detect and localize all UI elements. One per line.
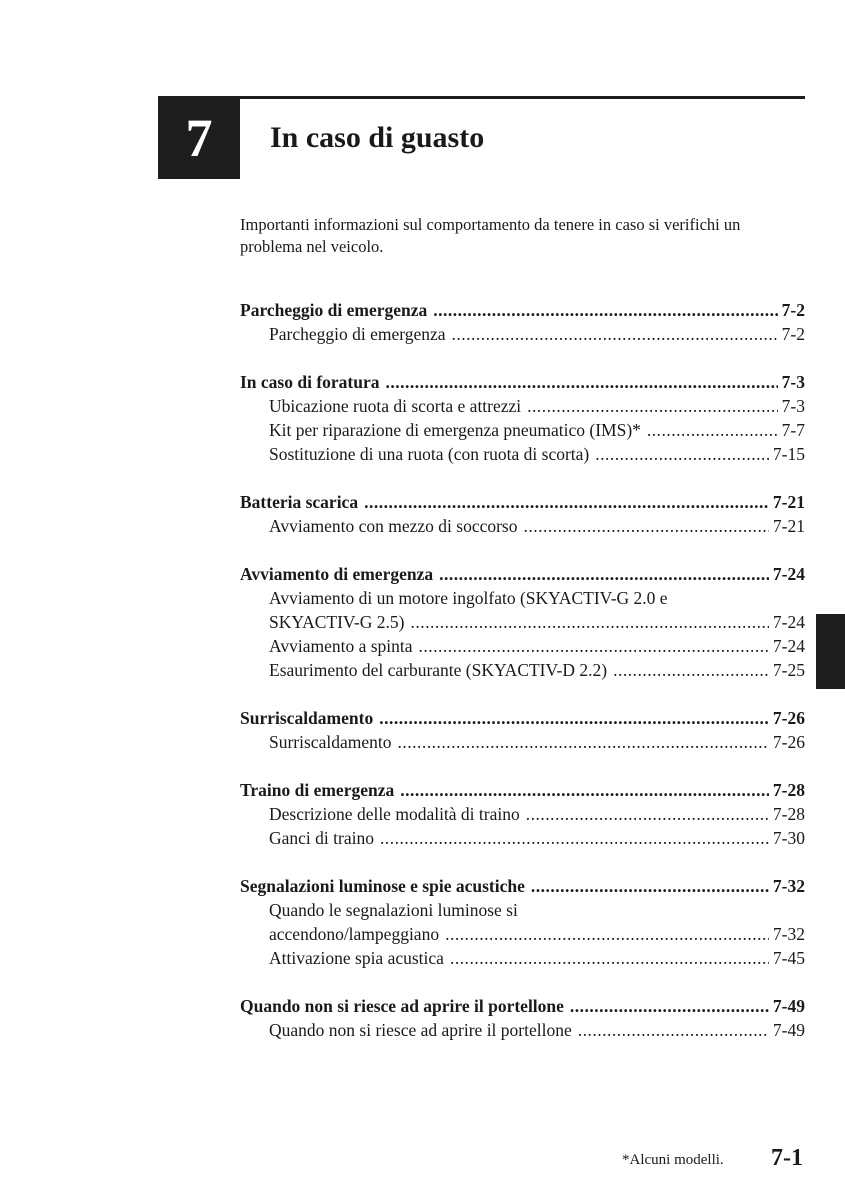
toc-subentry[interactable] (240, 946, 805, 970)
toc-subentry-page: 7-30 (772, 828, 805, 848)
toc-entry[interactable] (240, 370, 805, 394)
toc-subentry-title: Avviamento a spinta (269, 636, 413, 656)
toc-subentry-title: Surriscaldamento (269, 732, 392, 752)
chapter-side-tab (816, 614, 845, 689)
dot-leader (397, 730, 768, 754)
toc-subentry-page: 7-21 (772, 516, 805, 536)
toc-subentry-title: Kit per riparazione di emergenza pneumatico (IMS)* (269, 420, 641, 440)
header-rule (158, 96, 805, 99)
toc-subentry-page: 7-24 (772, 636, 805, 656)
toc-entry-title: In caso di foratura (240, 372, 380, 392)
table-of-contents (240, 298, 805, 1066)
toc-subentry-page: 7-3 (781, 396, 805, 416)
chapter-intro: Importanti informazioni sul comportamento da tenere in caso si verifichi un problema nel veicolo. (240, 215, 741, 256)
dot-leader (578, 1018, 769, 1042)
dot-leader (364, 490, 769, 514)
toc-entry-title: Segnalazioni luminose e spie acustiche (240, 876, 525, 896)
toc-section (240, 994, 805, 1042)
toc-section (240, 370, 805, 466)
toc-subentry-page: 7-15 (772, 444, 805, 464)
toc-entry[interactable] (240, 490, 805, 514)
toc-subentry[interactable] (240, 922, 805, 946)
dot-leader (400, 778, 769, 802)
toc-entry-page: 7-21 (772, 492, 805, 512)
toc-subentry-page: 7-49 (772, 1020, 805, 1040)
toc-subentry-line (240, 898, 805, 922)
toc-subentry-title: accendono/lampeggiano (269, 924, 440, 944)
toc-subentry[interactable] (240, 418, 805, 442)
toc-subentry[interactable] (240, 1018, 805, 1042)
toc-entry[interactable] (240, 874, 805, 898)
toc-subentry-line-title: Quando le segnalazioni luminose si (269, 900, 518, 920)
toc-subentry-title: Ganci di traino (269, 828, 374, 848)
toc-subentry[interactable] (240, 394, 805, 418)
toc-subentry-page: 7-45 (772, 948, 805, 968)
page-number: 7-1 (771, 1145, 803, 1171)
toc-entry-page: 7-49 (772, 996, 805, 1016)
chapter-title: In caso di guasto (270, 121, 485, 154)
toc-entry[interactable] (240, 298, 805, 322)
dot-leader (379, 706, 769, 730)
dot-leader (419, 634, 769, 658)
toc-entry-title: Avviamento di emergenza (240, 564, 434, 584)
toc-entry-page: 7-28 (772, 780, 805, 800)
toc-entry-title: Surriscaldamento (240, 708, 374, 728)
toc-entry-title: Quando non si riesce ad aprire il portellone (240, 996, 564, 1016)
toc-subentry-page: 7-28 (772, 804, 805, 824)
toc-section (240, 490, 805, 538)
toc-subentry-page: 7-32 (772, 924, 805, 944)
toc-entry-title: Batteria scarica (240, 492, 359, 512)
toc-subentry-title: Sostituzione di una ruota (con ruota di scorta) (269, 444, 590, 464)
toc-section (240, 874, 805, 970)
toc-subentry-title: Ubicazione ruota di scorta e attrezzi (269, 396, 522, 416)
dot-leader (595, 442, 769, 466)
toc-subentry[interactable] (240, 730, 805, 754)
toc-subentry-title: Descrizione delle modalità di traino (269, 804, 520, 824)
toc-subentry[interactable] (240, 322, 805, 346)
toc-section (240, 298, 805, 346)
toc-entry-page: 7-32 (772, 876, 805, 896)
dot-leader (445, 922, 769, 946)
toc-subentry[interactable] (240, 610, 805, 634)
dot-leader (527, 394, 778, 418)
toc-entry-page: 7-24 (772, 564, 805, 584)
dot-leader (531, 874, 769, 898)
toc-subentry-title: Avviamento con mezzo di soccorso (269, 516, 518, 536)
dot-leader (524, 514, 769, 538)
footnote: *Alcuni modelli. (622, 1152, 724, 1168)
toc-subentry-page: 7-7 (781, 420, 805, 440)
toc-entry[interactable] (240, 706, 805, 730)
dot-leader (526, 802, 769, 826)
toc-subentry-page: 7-2 (781, 324, 805, 344)
toc-subentry-line (240, 586, 805, 610)
toc-section (240, 778, 805, 850)
toc-subentry-page: 7-25 (772, 660, 805, 680)
toc-subentry-title: Esaurimento del carburante (SKYACTIV-D 2.2) (269, 660, 608, 680)
toc-subentry-title: Quando non si riesce ad aprire il portellone (269, 1020, 572, 1040)
dot-leader (450, 946, 769, 970)
toc-entry[interactable] (240, 562, 805, 586)
dot-leader (380, 826, 769, 850)
toc-subentry-page: 7-26 (772, 732, 805, 752)
toc-subentry[interactable] (240, 442, 805, 466)
dot-leader (647, 418, 778, 442)
toc-subentry[interactable] (240, 802, 805, 826)
toc-entry[interactable] (240, 778, 805, 802)
chapter-number-box: 7 (158, 97, 240, 179)
toc-entry-page: 7-2 (781, 300, 805, 320)
toc-subentry[interactable] (240, 826, 805, 850)
toc-subentry[interactable] (240, 634, 805, 658)
dot-leader (570, 994, 769, 1018)
toc-entry-page: 7-26 (772, 708, 805, 728)
dot-leader (386, 370, 778, 394)
dot-leader (433, 298, 777, 322)
toc-subentry-page: 7-24 (772, 612, 805, 632)
toc-subentry[interactable] (240, 514, 805, 538)
toc-subentry-title: Parcheggio di emergenza (269, 324, 446, 344)
toc-subentry-line-title: Avviamento di un motore ingolfato (SKYACTIV-G 2.0 e (269, 588, 668, 608)
toc-section (240, 562, 805, 682)
dot-leader (613, 658, 769, 682)
toc-section (240, 706, 805, 754)
toc-entry[interactable] (240, 994, 805, 1018)
toc-subentry-title: SKYACTIV-G 2.5) (269, 612, 405, 632)
toc-entry-title: Traino di emergenza (240, 780, 395, 800)
toc-subentry[interactable] (240, 658, 805, 682)
dot-leader (439, 562, 769, 586)
dot-leader (452, 322, 778, 346)
toc-entry-page: 7-3 (781, 372, 805, 392)
toc-entry-title: Parcheggio di emergenza (240, 300, 428, 320)
toc-subentry-title: Attivazione spia acustica (269, 948, 444, 968)
dot-leader (410, 610, 768, 634)
